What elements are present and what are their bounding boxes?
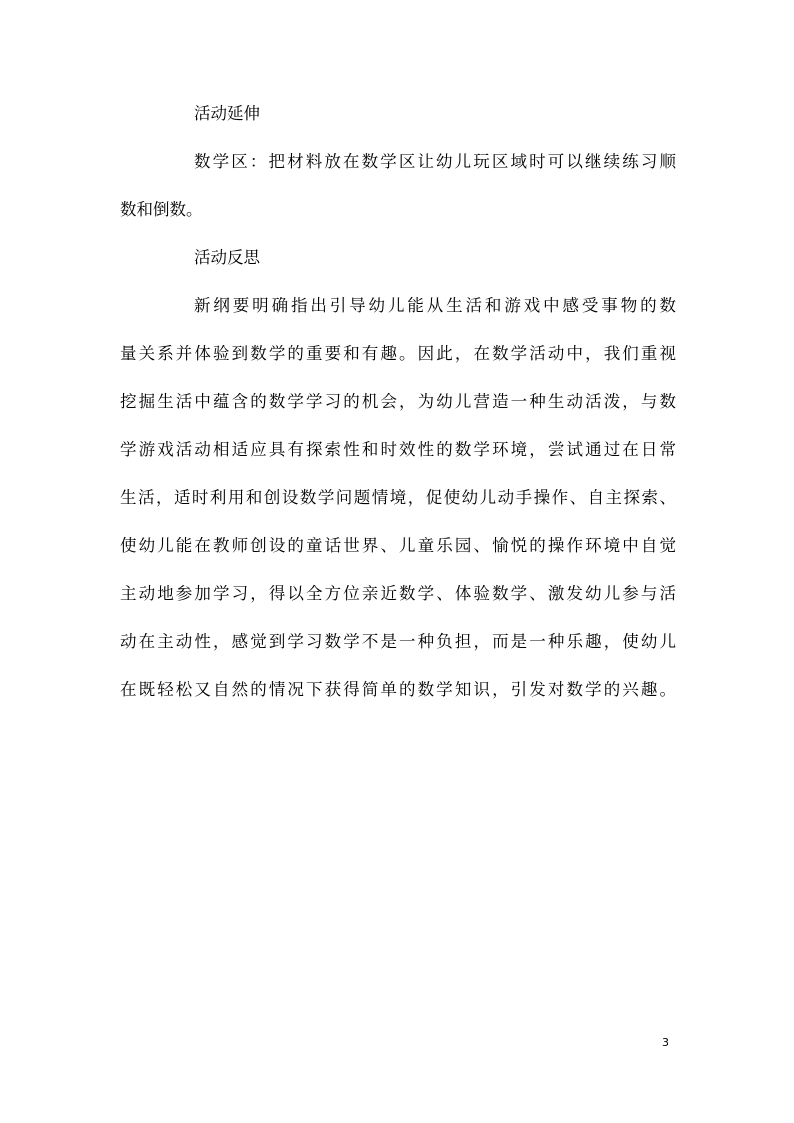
paragraph-line: 主动地参加学习，得以全方位亲近数学、体验数学、激发幼儿参与活 bbox=[120, 584, 676, 603]
page-number: 3 bbox=[662, 1036, 669, 1049]
paragraph-line: 动在主动性，感觉到学习数学不是一种负担，而是一种乐趣，使幼儿 bbox=[120, 632, 676, 651]
paragraph-line: 学游戏活动相适应具有探索性和时效性的数学环境，尝试通过在日常 bbox=[120, 440, 676, 459]
section-heading-reflection: 活动反思 bbox=[194, 248, 260, 267]
paragraph-line: 使幼儿能在教师创设的童话世界、儿童乐园、愉悦的操作环境中自觉 bbox=[120, 536, 676, 555]
paragraph-line: 数和倒数。 bbox=[120, 200, 203, 219]
paragraph-line: 新纲要明确指出引导幼儿能从生活和游戏中感受事物的数 bbox=[194, 296, 676, 315]
paragraph-line: 在既轻松又自然的情况下获得简单的数学知识，引发对数学的兴趣。 bbox=[120, 680, 676, 699]
paragraph-line: 量关系并体验到数学的重要和有趣。因此，在数学活动中，我们重视 bbox=[120, 344, 676, 363]
page-content bbox=[120, 90, 676, 714]
paragraph-line: 生活，适时利用和创设数学问题情境，促使幼儿动手操作、自主探索、 bbox=[120, 488, 676, 507]
paragraph-line: 挖掘生活中蕴含的数学学习的机会，为幼儿营造一种生动活泼，与数 bbox=[120, 392, 676, 411]
section-heading-extension: 活动延伸 bbox=[194, 104, 260, 123]
paragraph-line: 数学区：把材料放在数学区让幼儿玩区域时可以继续练习顺 bbox=[194, 152, 676, 171]
